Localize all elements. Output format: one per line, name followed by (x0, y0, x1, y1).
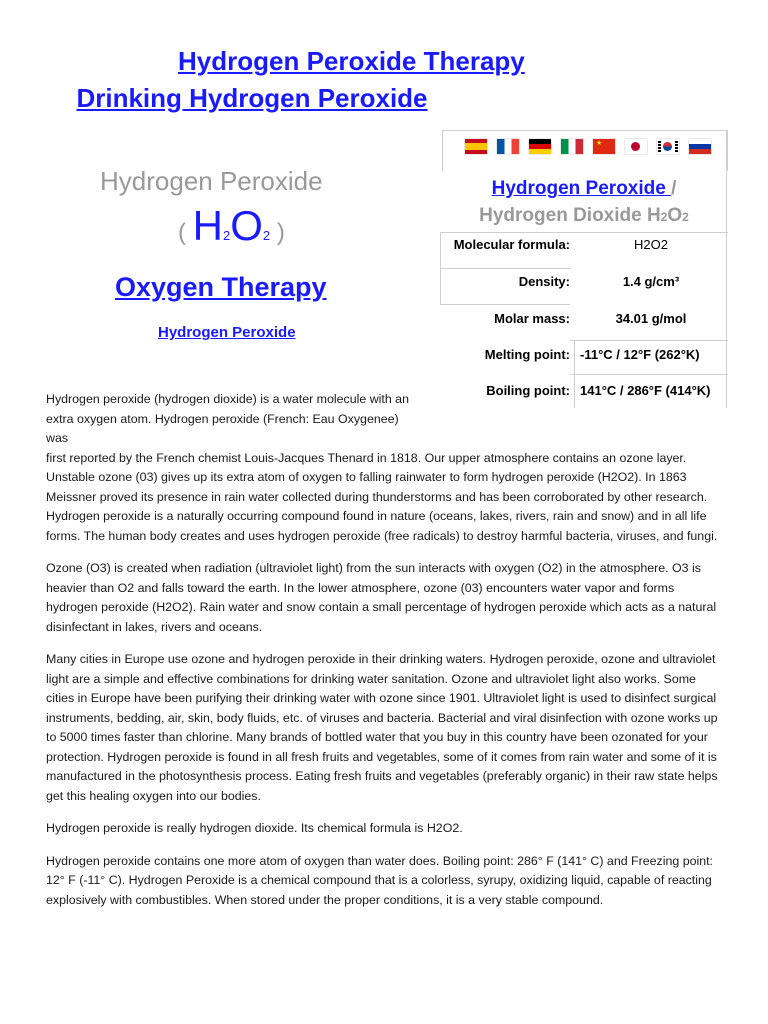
formula-o: O (230, 202, 263, 249)
row-label: Density: (518, 274, 570, 289)
formula-open-paren: ( (178, 219, 193, 246)
china-flag-icon[interactable]: ★ (593, 139, 615, 154)
row-value: 1.4 g/cm³ (622, 274, 680, 289)
grid-line (570, 340, 728, 341)
russia-flag-icon[interactable] (689, 139, 711, 154)
formula-close-paren: ) (270, 219, 285, 246)
infobox-title-link[interactable]: Hydrogen Peroxide (491, 178, 672, 199)
row-value: 141°C / 286°F (414°K) (580, 383, 711, 398)
formula-sub-1: 2 (223, 228, 231, 243)
paragraph-3: Many cities in Europe use ozone and hydrogen peroxide in their drinking waters. Hydrogen peroxide, ozone and ultraviolet light are a simple and effective combinations for drinking water sanitation. Ozone and ultraviolet light also works. Some cities in Europe have been purifying their drinking water with ozone since 1901. Ultraviolet light is used to disinfect surgical instruments, bedding, air, skin, body fluids, etc. of viruses and bacteria. Bacterial and viral disinfection with ozone works up to 5000 times faster than chlorine. Many brands of bottled water that you buy in this country have been ozonated for your protection. Hydrogen peroxide is found in all fresh fruits and vegetables, some of it comes from rain water and some of it is manufactured in the photosynthesis process. Eating fresh fruits and vegetables (preferably organic) in their raw state helps get this healing oxygen into our bodies. (46, 652, 718, 803)
japan-flag-icon[interactable] (625, 139, 647, 154)
grid-line (570, 374, 728, 375)
row-value: 34.01 g/mol (615, 311, 687, 326)
page-subtitle-link[interactable]: Drinking Hydrogen Peroxide (76, 83, 428, 113)
language-flags (442, 130, 728, 171)
grid-line (440, 268, 570, 269)
infobox-subtitle-sub-2: 2 (682, 210, 689, 224)
page-title[interactable]: Hydrogen Peroxide Therapy (178, 46, 525, 76)
row-value: H2O2 (634, 237, 668, 252)
infobox-subtitle-o: O (667, 205, 683, 226)
paragraph-4: Hydrogen peroxide is really hydrogen dioxide. Its chemical formula is H2O2. (46, 821, 463, 835)
infobox-subtitle-text: Hydrogen Dioxide H (479, 205, 661, 226)
paragraph-2: Ozone (O3) is created when radiation (ultraviolet light) from the sun interacts with oxygen (O2) in the atmosphere. O3 is heavier than O2 and falls toward the earth. In the lower atmosphere, ozone (03) encounters water vapor and forms hydrogen peroxide (H2O2). Rain water and snow contain a small percentage of hydrogen peroxide which acts as a natural disinfectant in lakes, rivers and oceans. (46, 561, 717, 634)
chemical-formula (178, 202, 285, 250)
italy-flag-icon[interactable] (561, 139, 583, 154)
grid-line (440, 304, 570, 305)
row-value: -11°C / 12°F (262°K) (580, 347, 700, 362)
grid-line (726, 130, 727, 408)
article-body (46, 390, 718, 923)
infobox (440, 130, 728, 408)
formula-sub-2: 2 (262, 228, 271, 243)
formula-h: H (192, 202, 224, 249)
paragraph-5: Hydrogen peroxide contains one more atom of oxygen than water does. Boiling point: 286° F (141° C) and Freezing point: 12° F (-11° C). Hydrogen Peroxide is a chemical compound that is a colorless, syrupy, oxidizing liquid, capable of reacting explosively with combustibles. When stored under the proper conditions, it is a very stable compound. (46, 853, 714, 907)
row-label: Molecular formula: (453, 237, 570, 252)
row-label: Boiling point: (486, 383, 570, 398)
infobox-title-slash: / (671, 178, 677, 199)
oxygen-therapy-link[interactable]: Oxygen Therapy (115, 272, 327, 302)
hydrogen-peroxide-heading: Hydrogen Peroxide (100, 166, 323, 196)
infobox-subtitle-sub-1: 2 (660, 210, 668, 224)
row-label: Molar mass: (494, 311, 570, 326)
infobox-title (440, 178, 728, 200)
grid-line (440, 232, 728, 233)
paragraph-1-start: Hydrogen peroxide (hydrogen dioxide) is a water molecule with an extra oxygen atom. Hydrogen peroxide (French: Eau Oxygenee) was (46, 392, 409, 445)
germany-flag-icon[interactable] (529, 139, 551, 154)
row-label: Melting point: (484, 347, 570, 362)
infobox-subtitle (440, 205, 728, 227)
france-flag-icon[interactable] (497, 139, 519, 154)
korea-flag-icon[interactable] (657, 139, 679, 154)
hydrogen-peroxide-link[interactable]: Hydrogen Peroxide (158, 324, 296, 341)
paragraph-1-continued: first reported by the French chemist Louis-Jacques Thenard in 1818. Our upper atmosphere contains an ozone layer. Unstable ozone (03) gives up its extra atom of oxygen to falling rainwater to form hydrogen peroxide (H2O2). In 1863 Meissner proved its presence in rain water collected during thunderstorms and has been corroborated by other research. Hydrogen peroxide is a naturally occurring compound found in nature (oceans, lakes, rivers, rain and snow) and in all life forms. The human body creates and uses hydrogen peroxide (free radicals) to destroy harmful bacteria, viruses, and fungi. (46, 450, 718, 543)
spain-flag-icon[interactable] (465, 139, 487, 154)
